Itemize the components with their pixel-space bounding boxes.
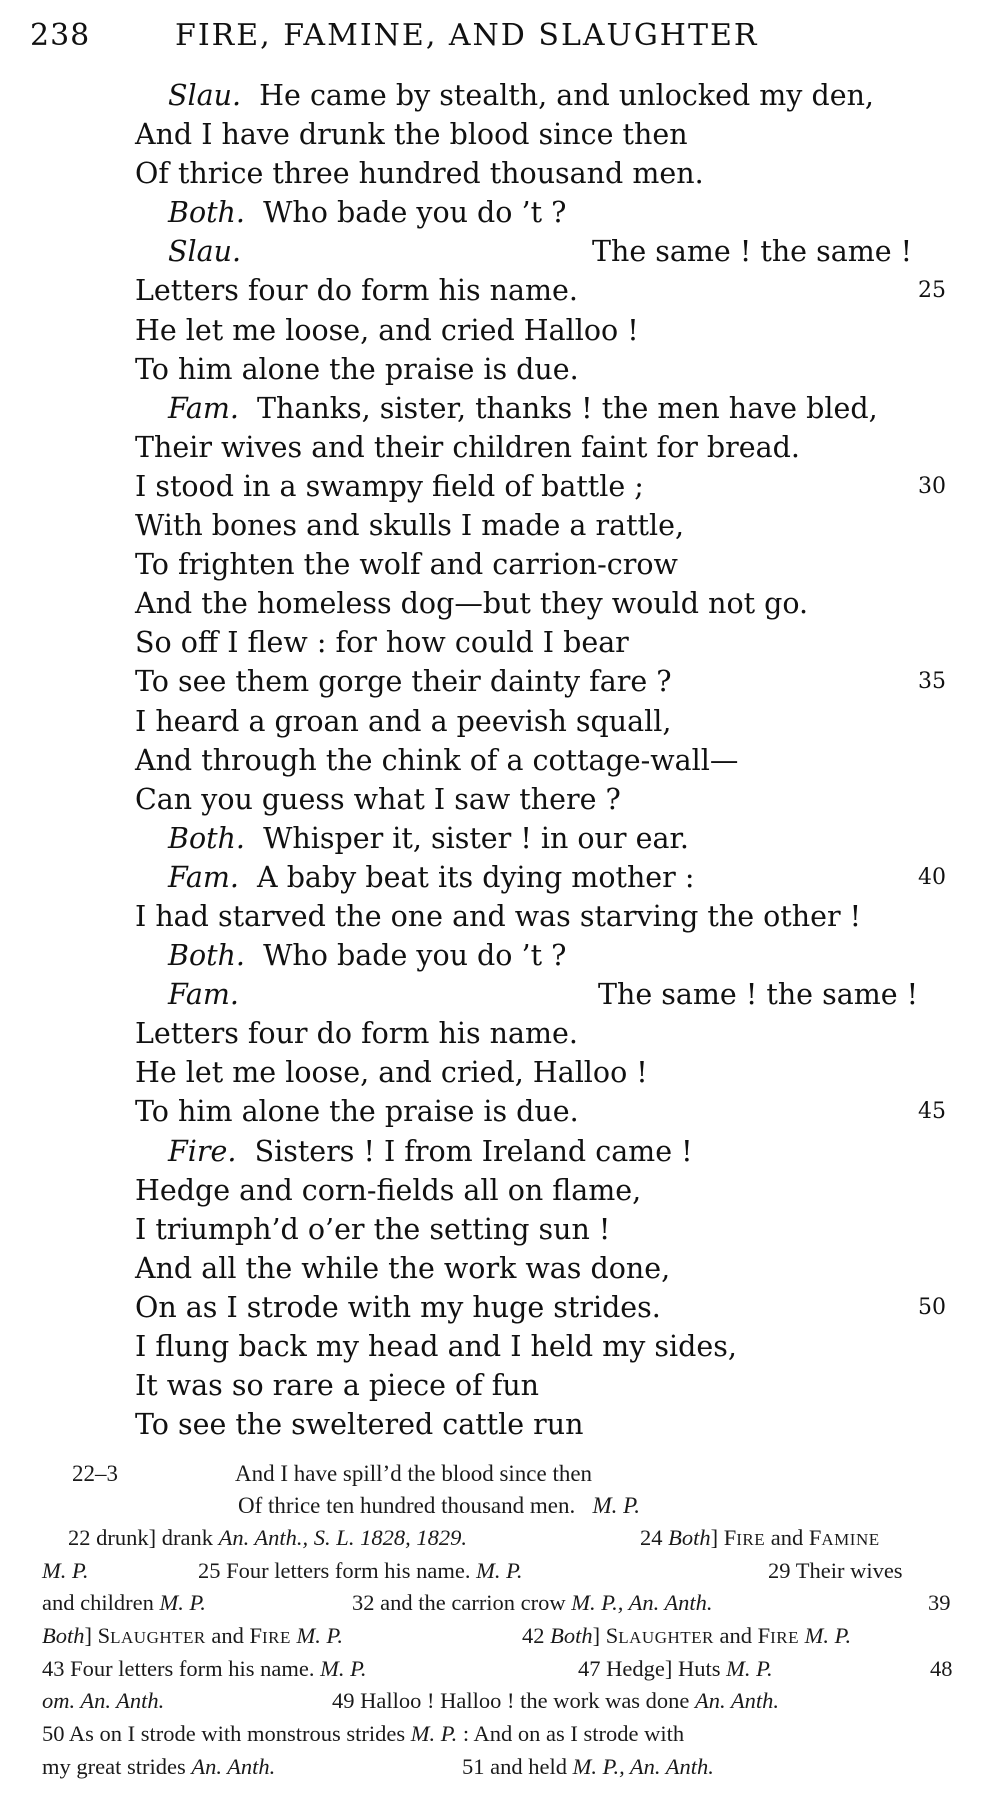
poem-line xyxy=(0,350,1000,389)
footnote-row xyxy=(0,1653,1000,1686)
poem-line xyxy=(0,1288,1000,1327)
line-text: Their wives and their children faint for bread. xyxy=(135,430,800,464)
line-text: It was so rare a piece of fun xyxy=(135,1369,540,1403)
poem-line xyxy=(0,584,1000,623)
footnote-text: 50 As on I strode with monstrous strides xyxy=(42,1721,411,1747)
footnote-text: ] S xyxy=(84,1623,111,1649)
line-text: The same ! the same ! xyxy=(598,978,919,1012)
footnote-smallcaps: AMINE xyxy=(821,1530,880,1549)
footnote-source: An. Anth. xyxy=(191,1753,276,1779)
footnote-row xyxy=(0,1685,1000,1718)
poem-line xyxy=(0,780,1000,819)
footnote-text: and children xyxy=(42,1590,160,1616)
speaker-label: Both. xyxy=(168,821,245,855)
line-text: I had starved the one and was starving the other ! xyxy=(135,899,862,933)
speaker-label: Fire. xyxy=(168,1134,237,1168)
line-number: 50 xyxy=(918,1294,946,1320)
line-text: He let me loose, and cried, Halloo ! xyxy=(135,1056,648,1090)
poem-line xyxy=(0,897,1000,936)
line-text: To see the sweltered cattle run xyxy=(135,1408,584,1442)
poem-line xyxy=(0,858,1000,897)
speaker-label: Slau. xyxy=(168,235,242,269)
line-text: And through the chink of a cottage-wall— xyxy=(135,743,739,777)
line-text: To him alone the praise is due. xyxy=(135,1095,579,1129)
variant-ref: 22–3 xyxy=(72,1461,118,1486)
footnote-text: 48 xyxy=(930,1655,953,1681)
poem-line xyxy=(0,741,1000,780)
poem-line xyxy=(0,623,1000,662)
poem-line xyxy=(0,271,1000,310)
poem-line xyxy=(0,1014,1000,1053)
footnote-text: ] S xyxy=(592,1623,619,1649)
line-text: Hedge and corn-fields all on flame, xyxy=(135,1173,642,1207)
line-text: Can you guess what I saw there ? xyxy=(135,782,621,816)
footnote-source: An. Anth. xyxy=(695,1688,780,1714)
poem-line xyxy=(0,1053,1000,1092)
poem-line xyxy=(0,1132,1000,1171)
poem-line xyxy=(0,193,1000,232)
poem-line xyxy=(0,975,1000,1014)
poem-body xyxy=(0,76,1000,1444)
line-text: To see them gorge their dainty fare ? xyxy=(135,665,672,699)
variant-reading xyxy=(0,1458,1000,1490)
poem-line xyxy=(0,819,1000,858)
line-text: The same ! the same ! xyxy=(592,235,913,269)
footnote-text: 43 Four letters form his name. xyxy=(42,1655,321,1681)
footnote-source: M. P., An. Anth. xyxy=(571,1590,713,1616)
footnote-source: om. An. Anth. xyxy=(42,1688,165,1714)
line-text: Who bade you do ’t ? xyxy=(263,939,567,973)
line-text: And I have drunk the blood since then xyxy=(135,118,688,152)
poem-line xyxy=(0,1092,1000,1131)
footnote-text: 39 xyxy=(928,1590,951,1616)
poem-line xyxy=(0,389,1000,428)
line-text: With bones and skulls I made a rattle, xyxy=(135,509,685,543)
footnote-text: my great strides xyxy=(42,1753,192,1779)
footnote-text: and F xyxy=(765,1525,822,1550)
footnote-source: M. P. xyxy=(410,1721,458,1747)
line-text: To frighten the wolf and carrion-crow xyxy=(135,548,678,582)
line-text: I heard a groan and a peevish squall, xyxy=(135,704,672,738)
poem-line xyxy=(0,1327,1000,1366)
footnote-text: 51 and held xyxy=(462,1753,573,1779)
speaker-label: Fam. xyxy=(168,978,239,1012)
speaker-label: Fam. xyxy=(168,860,239,894)
line-text: Letters four do form his name. xyxy=(135,274,578,308)
speaker-label: Slau. xyxy=(168,79,242,112)
line-text: Thanks, sister, thanks ! the men have bled, xyxy=(257,391,878,425)
speaker-label: Both. xyxy=(168,196,245,230)
variant-source: M. P. xyxy=(592,1493,640,1518)
footnote-row xyxy=(0,1718,1000,1751)
footnote-smallcaps: IRE xyxy=(770,1628,800,1648)
speaker-label: Both. xyxy=(168,939,245,973)
footnote-source: Both xyxy=(668,1525,711,1550)
poem-line xyxy=(0,936,1000,975)
line-text: Sisters ! I from Ireland came ! xyxy=(254,1134,693,1168)
line-number: 45 xyxy=(918,1099,946,1125)
footnote-smallcaps: LAUGHTER xyxy=(618,1628,714,1648)
poem-line xyxy=(0,545,1000,584)
line-number: 25 xyxy=(918,278,946,304)
footnote-text: and F xyxy=(713,1623,771,1649)
line-text: I triumph’d o’er the setting sun ! xyxy=(135,1212,611,1246)
footnote-source: M. P., An. Anth. xyxy=(572,1753,714,1779)
footnote-text: 25 Four letters form his name. xyxy=(198,1557,477,1583)
footnote-source: M. P. xyxy=(42,1557,89,1583)
poem-line xyxy=(0,1366,1000,1405)
footnote-row xyxy=(0,1555,1000,1588)
poem-line xyxy=(0,702,1000,741)
line-number: 40 xyxy=(918,864,946,890)
line-text: And all the while the work was done, xyxy=(135,1251,671,1285)
line-text: I stood in a swampy field of battle ; xyxy=(135,469,644,503)
line-number: 30 xyxy=(918,473,946,499)
page-number: 238 xyxy=(30,18,91,53)
line-text: Who bade you do ’t ? xyxy=(263,196,567,230)
footnote-text: : And on as I strode with xyxy=(457,1721,685,1747)
footnote-row xyxy=(0,1587,1000,1620)
poem-line xyxy=(0,467,1000,506)
footnote-source: M. P. xyxy=(159,1590,206,1616)
footnote-smallcaps: IRE xyxy=(736,1530,766,1549)
poem-line xyxy=(0,1171,1000,1210)
footnote-source: M. P. xyxy=(726,1655,773,1681)
poem-line xyxy=(0,506,1000,545)
poem-line xyxy=(0,662,1000,701)
line-text: Of thrice three hundred thousand men. xyxy=(135,157,704,191)
page-header xyxy=(30,18,970,58)
footnote-source: Both xyxy=(42,1623,85,1649)
line-number: 35 xyxy=(918,669,946,695)
footnote-text: and F xyxy=(205,1623,262,1649)
speaker-label: Fam. xyxy=(168,391,239,425)
poem-line xyxy=(0,154,1000,193)
poem-line xyxy=(0,1210,1000,1249)
footnote-text: 47 Hedge] Huts xyxy=(578,1655,727,1681)
footnote-row xyxy=(0,1751,1000,1784)
footnote-row xyxy=(0,1620,1000,1653)
footnote-text: ] F xyxy=(710,1525,737,1550)
poem-line xyxy=(0,76,1000,115)
poem-line xyxy=(0,232,1000,271)
line-text: On as I strode with my huge strides. xyxy=(135,1290,661,1324)
poem-line xyxy=(0,1249,1000,1288)
line-text: And the homeless dog—but they would not go. xyxy=(135,587,809,621)
footnote-row xyxy=(0,1522,1000,1555)
variant-line: And I have spill’d the blood since then xyxy=(235,1461,593,1486)
footnote-text: 32 and the carrion crow xyxy=(352,1590,572,1616)
footnote-text: 29 Their wives xyxy=(768,1557,903,1583)
line-text: A baby beat its dying mother : xyxy=(257,860,695,894)
footnote-smallcaps: LAUGHTER xyxy=(110,1628,206,1648)
running-title: FIRE, FAMINE, AND SLAUGHTER xyxy=(175,18,759,53)
variant-line: Of thrice ten hundred thousand men. xyxy=(238,1493,576,1518)
line-text: So off I flew : for how could I bear xyxy=(135,626,629,660)
textual-notes xyxy=(0,1458,1000,1784)
footnote-text: 42 xyxy=(522,1623,551,1649)
footnote-source: M. P. xyxy=(799,1623,852,1649)
variant-reading xyxy=(0,1490,1000,1522)
line-text: Letters four do form his name. xyxy=(135,1017,578,1051)
footnote-source: Both xyxy=(550,1623,593,1649)
line-text: He let me loose, and cried Halloo ! xyxy=(135,313,639,347)
footnote-smallcaps: IRE xyxy=(262,1628,291,1648)
footnote-text: 22 drunk] drank xyxy=(68,1525,219,1550)
footnote-source: An. Anth., S. L. 1828, 1829. xyxy=(218,1525,467,1550)
footnote-source: M. P. xyxy=(290,1623,343,1649)
footnote-source: M. P. xyxy=(320,1655,367,1681)
line-text: He came by stealth, and unlocked my den, xyxy=(259,79,874,112)
poem-line xyxy=(0,1405,1000,1444)
line-text: Whisper it, sister ! in our ear. xyxy=(263,821,689,855)
poem-line xyxy=(0,428,1000,467)
footnote-text: 49 Halloo ! Halloo ! the work was done xyxy=(332,1688,696,1714)
poem-line xyxy=(0,311,1000,350)
footnote-text: 24 xyxy=(640,1525,669,1550)
poem-line xyxy=(0,115,1000,154)
footnote-source: M. P. xyxy=(476,1557,523,1583)
line-text: I flung back my head and I held my sides, xyxy=(135,1330,737,1363)
line-text: To him alone the praise is due. xyxy=(135,352,579,386)
